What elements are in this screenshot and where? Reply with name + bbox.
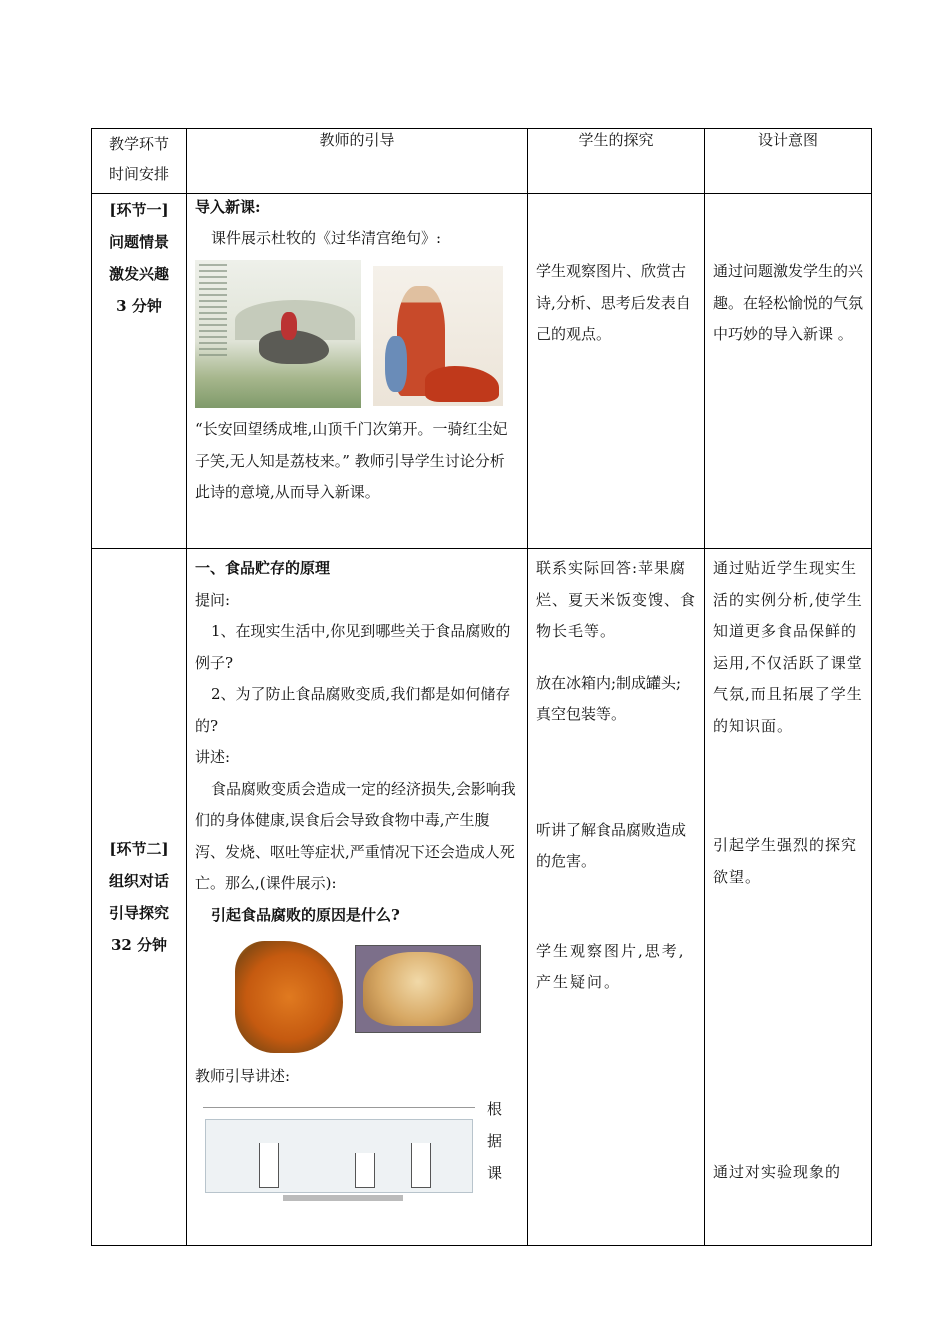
student-answer-2: 放在冰箱内;制成罐头;真空包装等。 xyxy=(536,673,682,723)
header-stage-line1: 教学环节 xyxy=(108,135,169,153)
section1-stage xyxy=(92,194,187,549)
teacher-heading: 导入新课: xyxy=(195,198,261,216)
section2-student xyxy=(528,549,705,1246)
lesson-plan-table xyxy=(91,128,872,1246)
student-answer-4: 学生观察图片,思考,产生疑问。 xyxy=(536,941,686,991)
stage-label: [环节二] xyxy=(109,840,169,858)
student-text: 学生观察图片、欣赏古诗,分析、思考后发表自己的观点。 xyxy=(536,262,691,343)
design-text-2: 引起学生强烈的探究欲望。 xyxy=(713,836,858,886)
header-stage-line2: 时间安排 xyxy=(108,165,169,183)
header-row xyxy=(92,129,872,194)
teacher-intro: 课件展示杜牧的《过华清宫绝句》: xyxy=(211,229,442,247)
teacher-guide: 教师引导讲述: xyxy=(195,1067,291,1085)
teacher-question-1: 1、在现实生活中,你见到哪些关于食品腐败的例子? xyxy=(195,622,511,672)
teacher-lecture-text: 食品腐败变质会造成一定的经济损失,会影响我们的身体健康,误食后会导致食物中毒,产生腹泻、发烧、呕吐等症状,严重情况下还会造成人死亡。那么,(课件展示): xyxy=(195,779,516,892)
teacher-key-question: 引起食品腐败的原因是什么? xyxy=(211,905,400,924)
stage-time: 32 分钟 xyxy=(110,936,168,954)
header-design: 设计意图 xyxy=(705,129,872,194)
design-text: 通过问题激发学生的兴趣。在轻松愉悦的气氛中巧妙的导入新课 。 xyxy=(713,262,864,343)
rotten-pear-image xyxy=(235,941,343,1053)
stage-name-1: 问题情景 xyxy=(108,233,169,251)
section2-design xyxy=(705,549,872,1246)
teacher-heading: 一、食品贮存的原理 xyxy=(195,559,331,577)
teacher-ask: 提问: xyxy=(195,590,231,609)
section1-student xyxy=(528,194,705,549)
section2-stage xyxy=(92,549,187,1246)
teacher-question-2: 2、为了防止食品腐败变质,我们都是如何储存的? xyxy=(195,685,511,735)
section1-row xyxy=(92,194,872,549)
painting-consort-image xyxy=(373,266,503,406)
section1-teacher xyxy=(187,194,528,549)
section2-row xyxy=(92,549,872,1246)
design-text-3: 通过对实验现象的 xyxy=(713,1163,842,1181)
stage-name-2: 引导探究 xyxy=(108,904,169,922)
teacher-side-text: 根 据 课 xyxy=(487,1099,503,1182)
header-student: 学生的探究 xyxy=(528,129,705,194)
header-teacher: 教师的引导 xyxy=(187,129,528,194)
painting-rider-image xyxy=(195,260,361,408)
design-text-1: 通过贴近学生现实生活的实例分析,使学生知道更多食品保鲜的运用,不仅活跃了课堂气氛,而且拓展了学生的知识面。 xyxy=(713,559,863,735)
food-images xyxy=(187,931,527,1061)
section1-design xyxy=(705,194,872,549)
stage-label: [环节一] xyxy=(109,201,169,219)
student-answer-1: 联系实际回答:苹果腐烂、夏天米饭变馊、食物长毛等。 xyxy=(536,559,697,640)
student-answer-3: 听讲了解食品腐败造成的危害。 xyxy=(536,820,687,870)
experiment-row xyxy=(187,1093,527,1207)
header-stage xyxy=(92,129,187,194)
stage-time: 3 分钟 xyxy=(116,297,162,315)
teacher-lecture: 讲述: xyxy=(195,748,231,766)
experiment-apparatus-image xyxy=(203,1107,475,1207)
teacher-poem: “长安回望绣成堆,山顶千门次第开。一骑红尘妃子笑,无人知是荔枝来。” 教师引导学生讨论分析此诗的意境,从而导入新课。 xyxy=(195,420,508,501)
section2-teacher xyxy=(187,549,528,1246)
stage-name-1: 组织对话 xyxy=(108,872,169,890)
stage-name-2: 激发兴趣 xyxy=(108,265,169,283)
moldy-bread-image xyxy=(355,945,481,1033)
poem-images xyxy=(187,256,527,414)
